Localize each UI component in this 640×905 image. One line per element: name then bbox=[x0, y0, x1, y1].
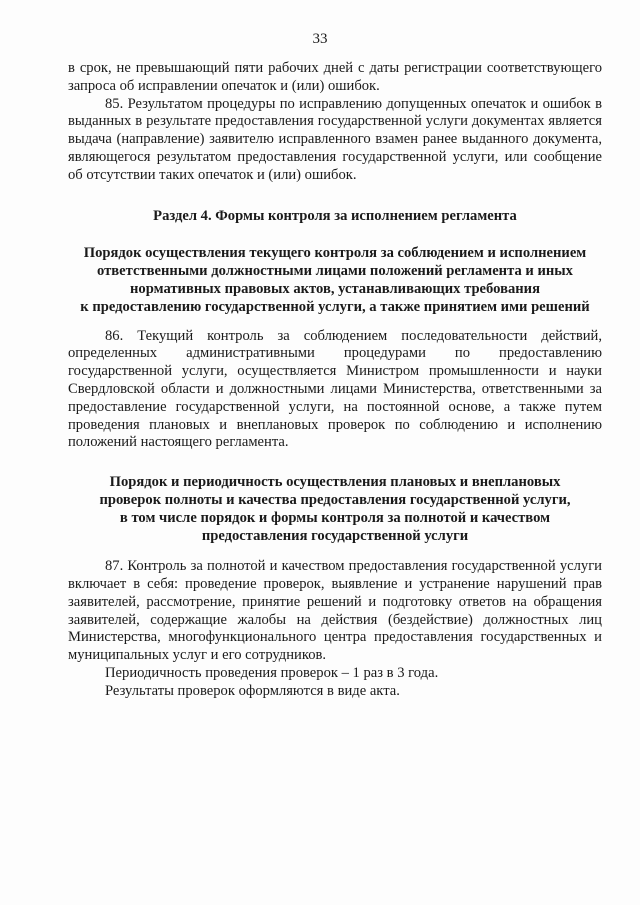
heading-line: нормативных правовых актов, устанавливающих требования bbox=[130, 280, 540, 297]
heading-line: предоставления государственной услуги bbox=[201, 528, 469, 545]
section-4-title: Раздел 4. Формы контроля за исполнением регламента bbox=[153, 207, 517, 224]
subsection-current-control-heading bbox=[68, 244, 602, 316]
paragraph-87: 87. Контроль за полнотой и качеством предоставления государственной услуги включает в себя: проведение проверок, выявление и устранение нарушений прав заявителей, рассмотрение, принятие решений и подготовку ответов на обращения заявителей, содержащие жалобы на действия (бездействие) должностных лиц Министерства, многофункционального центра предоставления государственных и муниципальных услуг и его сотрудников. bbox=[68, 558, 602, 664]
paragraph-85: 85. Результатом процедуры по исправлению допущенных опечаток и ошибок в выданных в результате предоставления государственной услуги документах является выдача (направление) заявителю исправленного взамен ранее выданного документа, являющегося результатом предоставления государственной услуги, или сообщение об отсутствии таких опечаток и (или) ошибок. bbox=[68, 95, 602, 183]
heading-line: Порядок и периодичность осуществления плановых и внеплановых bbox=[109, 474, 561, 491]
document-body bbox=[68, 60, 602, 701]
heading-line: проверок полноты и качества предоставления государственной услуги, bbox=[99, 492, 571, 509]
paragraph-continuation: в срок, не превышающий пяти рабочих дней с даты регистрации соответствующего запроса об исправлении опечаток и (или) ошибок. bbox=[68, 60, 602, 94]
subsection-inspections-heading bbox=[68, 473, 602, 545]
page-number: 33 bbox=[312, 31, 328, 47]
paragraph-inspection-results: Результаты проверок оформляются в виде акта. bbox=[105, 682, 400, 699]
paragraph-86: 86. Текущий контроль за соблюдением последовательности действий, определенных административными процедурами по предоставлению государственной услуги, осуществляется Министром промышленности и науки Свердловской области и должностными лицами Министерства, ответственными за предоставление государственной услуги, на постоянной основе, а также путем проведения плановых и внеплановых проверок по соблюдению и исполнению положений настоящего регламента. bbox=[68, 327, 602, 451]
heading-line: к предоставлению государственной услуги, а также принятием ими решений bbox=[80, 298, 590, 315]
heading-line: Порядок осуществления текущего контроля за соблюдением и исполнением bbox=[83, 244, 587, 261]
heading-line: в том числе порядок и формы контроля за полнотой и качеством bbox=[119, 510, 551, 527]
paragraph-inspection-frequency: Периодичность проведения проверок – 1 раз в 3 года. bbox=[105, 664, 439, 681]
heading-line: ответственными должностными лицами положений регламента и иных bbox=[97, 262, 573, 279]
